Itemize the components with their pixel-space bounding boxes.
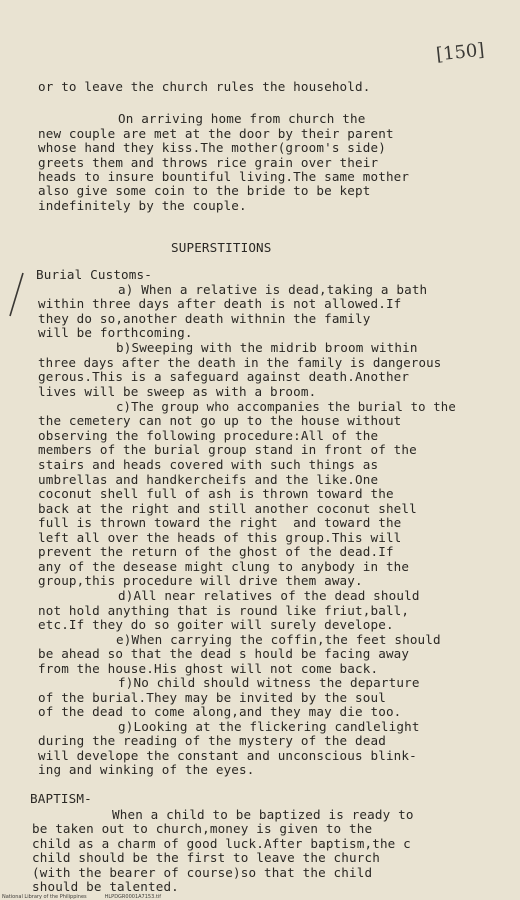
- text-line: within three days after death is not allowed.If: [38, 296, 402, 311]
- text-line: umbrellas and handkercheifs and the like.One: [38, 472, 379, 487]
- text-line: any of the desease might clung to anybody in the: [38, 559, 410, 574]
- text-line: during the reading of the mystery of the dead: [38, 733, 386, 748]
- text-line: prevent the return of the ghost of the dead.If: [38, 544, 394, 559]
- text-line: On arriving home from church the: [118, 111, 366, 126]
- text-line: b)Sweeping with the midrib broom within: [116, 340, 418, 355]
- text-line: gerous.This is a safeguard against death.Another: [38, 369, 410, 384]
- text-line: a) When a relative is dead,taking a bath: [118, 282, 428, 297]
- text-line: full is thrown toward the right and toward the: [38, 515, 402, 530]
- text-line: c)The group who accompanies the burial to the: [116, 400, 456, 414]
- text-line: child as a charm of good luck.After baptism,the c: [32, 836, 411, 851]
- text-line: left all over the heads of this group.This will: [38, 530, 402, 545]
- text-line: (with the bearer of course)so that the child: [32, 865, 373, 880]
- text-line: of the dead to come along,and they may die too.: [38, 704, 402, 719]
- text-line: ing and winking of the eyes.: [38, 762, 255, 777]
- scan-footer: [2, 894, 179, 900]
- text-line: of the burial.They may be invited by the soul: [38, 690, 386, 705]
- page-number: [150]: [435, 39, 486, 66]
- section-heading: SUPERSTITIONS: [171, 240, 272, 255]
- text-line: g)Looking at the flickering candlelight: [118, 719, 420, 734]
- text-line: from the house.His ghost will not come back.: [38, 661, 379, 676]
- text-line: d)All near relatives of the dead should: [118, 588, 420, 603]
- margin-pencil-mark: [6, 272, 26, 318]
- text-line: also give some coin to the bride to be kept: [38, 183, 371, 198]
- text-line: greets them and throws rice grain over their: [38, 155, 379, 170]
- text-line: or to leave the church rules the household.: [38, 79, 371, 94]
- footer-institution: National Library of the Philippines: [2, 894, 87, 900]
- text-line: new couple are met at the door by their parent: [38, 126, 394, 141]
- text-line: be taken out to church,money is given to the: [32, 821, 373, 836]
- text-line: stairs and heads covered with such things as: [38, 457, 379, 472]
- text-line: members of the burial group stand in front of the: [38, 442, 417, 457]
- footer-file-code: HLPDGR0001A7153.tif: [104, 894, 161, 900]
- text-line: not hold anything that is round like friut,ball,: [38, 603, 410, 618]
- text-line: When a child to be baptized is ready to: [112, 807, 414, 822]
- text-line: observing the following procedure:All of the: [38, 428, 379, 443]
- subsection-heading: Burial Customs-: [36, 267, 152, 282]
- text-line: lives will be sweep as with a broom.: [38, 384, 317, 399]
- text-line: will develope the constant and unconscious blink-: [38, 748, 417, 763]
- text-line: be ahead so that the dead s hould be facing away: [38, 646, 410, 661]
- section-heading: BAPTISM-: [30, 791, 92, 806]
- text-line: heads to insure bountiful living.The same mother: [38, 169, 410, 184]
- text-line: whose hand they kiss.The mother(groom's side): [38, 140, 386, 155]
- text-line: the cemetery can not go up to the house without: [38, 413, 402, 428]
- text-line: should be talented.: [32, 879, 179, 894]
- text-line: group,this procedure will drive them away.: [38, 573, 363, 588]
- text-line: three days after the death in the family is dangerous: [38, 355, 442, 370]
- text-line: coconut shell full of ash is thrown toward the: [38, 486, 394, 501]
- text-line: will be forthcoming.: [38, 325, 193, 340]
- text-line: indefinitely by the couple.: [38, 198, 247, 213]
- text-line: e)When carrying the coffin,the feet should: [116, 632, 441, 647]
- text-line: back at the right and still another coconut shell: [38, 501, 417, 516]
- text-line: they do so,another death withnin the family: [38, 311, 371, 326]
- text-line: etc.If they do so goiter will surely develope.: [38, 617, 394, 632]
- text-line: child should be the first to leave the church: [32, 850, 380, 865]
- text-line: f)No child should witness the departure: [118, 675, 420, 690]
